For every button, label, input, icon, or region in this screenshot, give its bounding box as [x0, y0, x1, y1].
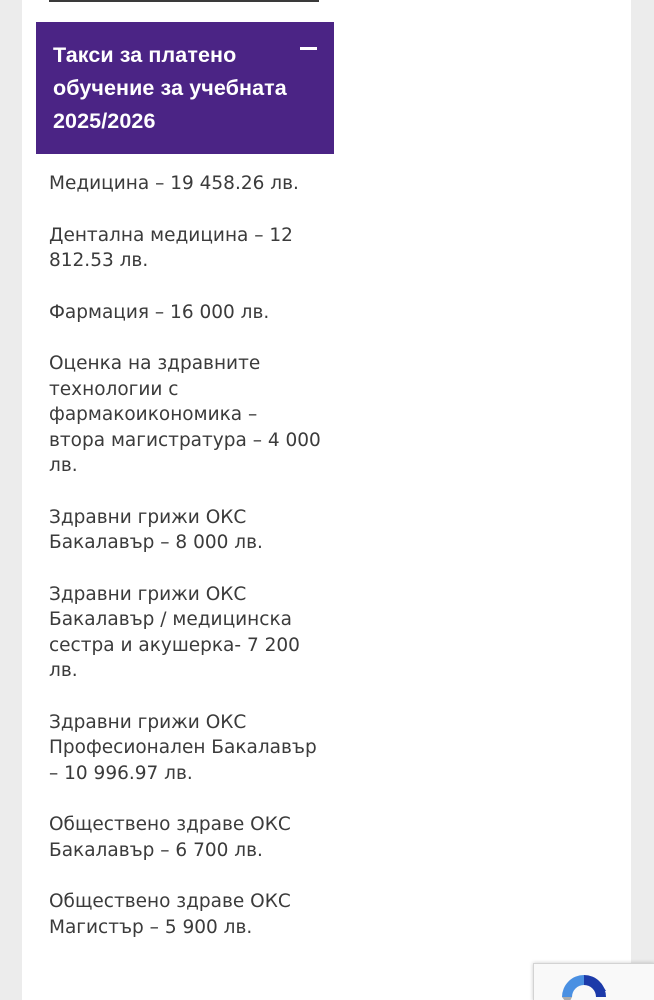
fee-item-health-technology-assessment: Оценка на здравните технологии с фармакоикономика – втора магистратура – 4 000 лв. [49, 353, 321, 476]
accordion-title: Такси за платено обучение за учебната 2025/2026 [53, 43, 287, 133]
fee-item-nurse-midwife-bachelor: Здравни грижи ОКС Бакалавър / медицинска сестра и акушерка- 7 200 лв. [49, 583, 300, 681]
recaptcha-icon [554, 969, 614, 1000]
recaptcha-badge[interactable] [533, 963, 654, 1000]
fee-item-dental-medicine: Дентална медицина – 12 812.53 лв. [49, 224, 293, 271]
minus-icon[interactable] [300, 44, 318, 54]
fee-item-healthcare-bachelor: Здравни грижи ОКС Бакалавър – 8 000 лв. [49, 506, 263, 553]
fee-item-public-health-master: Обществено здраве ОКС Магистър – 5 900 лв. [49, 891, 291, 938]
accordion-header-fees[interactable] [36, 22, 334, 154]
fee-list [49, 171, 339, 966]
fee-item-medicine: Медицина – 19 458.26 лв. [49, 173, 299, 194]
divider [49, 0, 319, 2]
fee-item-professional-bachelor: Здравни грижи ОКС Професионален Бакалавър – 10 996.97 лв. [49, 711, 317, 784]
fee-item-public-health-bachelor: Обществено здраве ОКС Бакалавър – 6 700 лв. [49, 814, 291, 861]
fee-item-pharmacy: Фармация – 16 000 лв. [49, 301, 270, 323]
